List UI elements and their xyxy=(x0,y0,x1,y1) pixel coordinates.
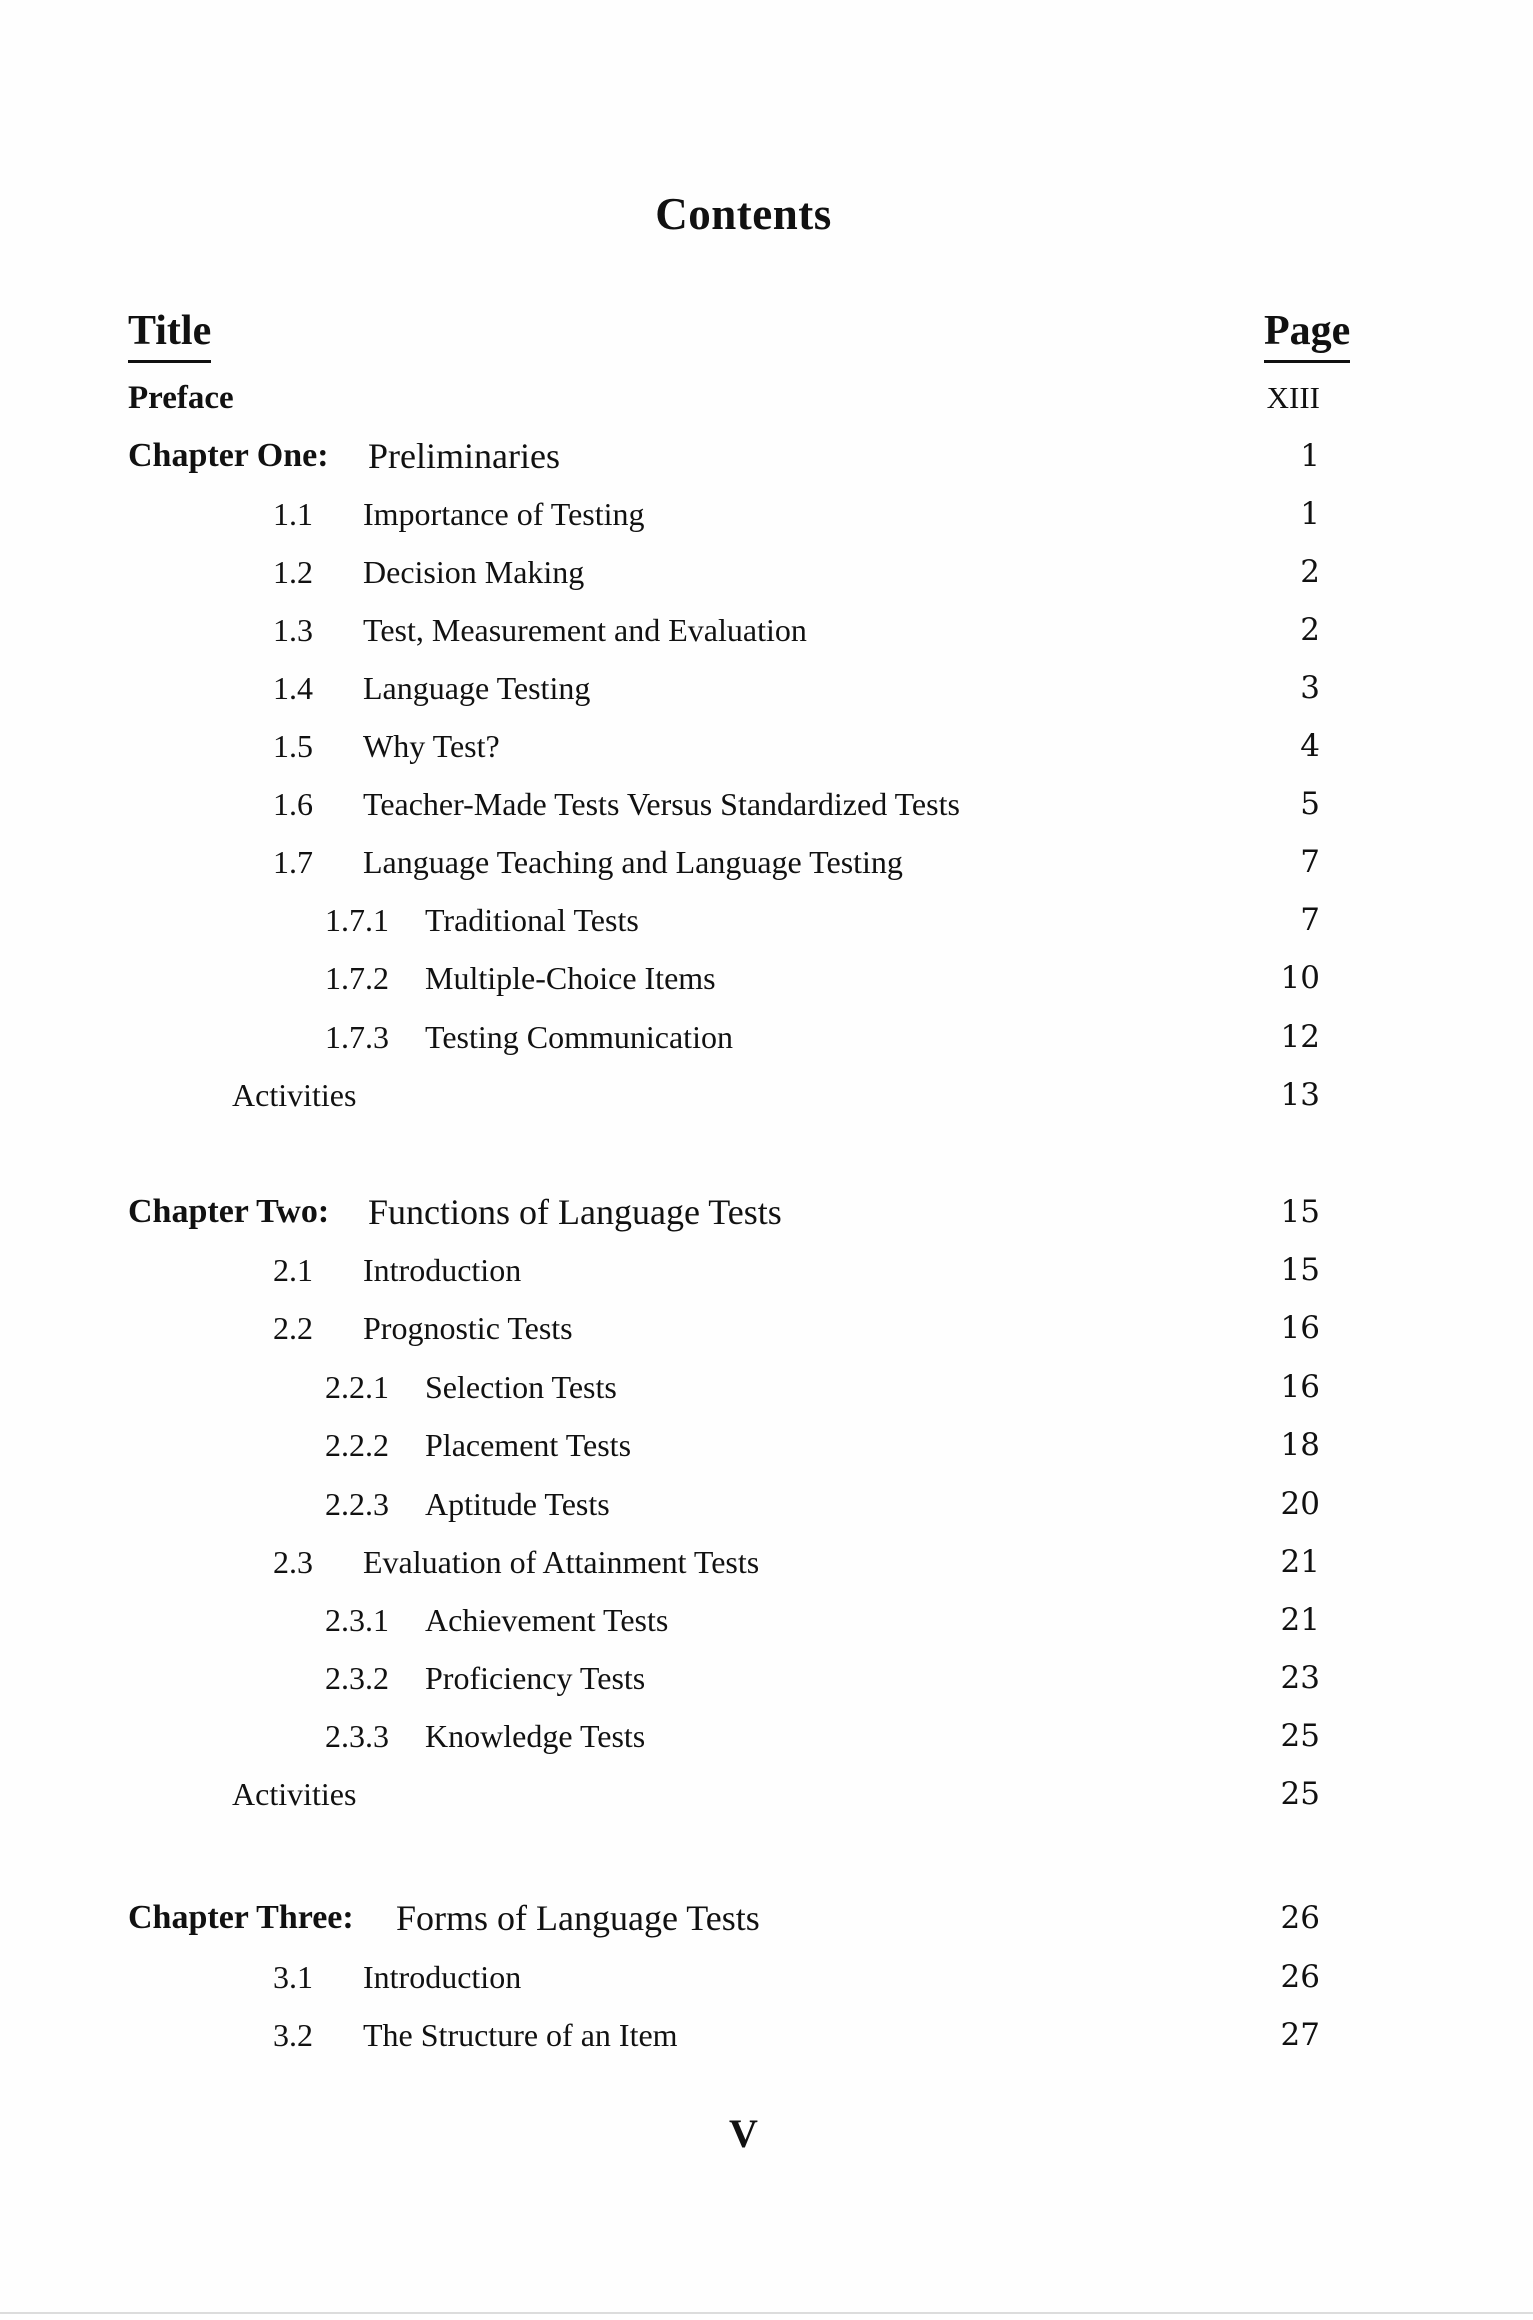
toc-entry-number: 2.3.2 xyxy=(325,1660,389,1696)
toc-entry-page-number: 18 xyxy=(1280,1427,1320,1463)
toc-chapter-heading[interactable] xyxy=(0,436,1533,476)
toc-entry-title: Introduction xyxy=(363,1959,522,1995)
toc-entry-page-number: 16 xyxy=(1280,1369,1320,1405)
toc-activities[interactable] xyxy=(0,1774,1533,1814)
toc-subsection[interactable] xyxy=(0,1367,1533,1407)
toc-entry-page-number: 12 xyxy=(1280,1019,1320,1055)
page-column-header: Page xyxy=(1264,306,1350,363)
toc-entry-number: 1.1 xyxy=(273,496,313,532)
toc-entry-number: Chapter Three: xyxy=(128,1899,354,1936)
toc-entry-title: Selection Tests xyxy=(425,1369,617,1405)
toc-entry-title: Teacher-Made Tests Versus Standardized Tests xyxy=(363,786,960,822)
footer-page-number: V xyxy=(729,2111,758,2156)
toc-entry-number: 1.3 xyxy=(273,612,313,648)
toc-entry-number: 2.2.1 xyxy=(325,1369,389,1405)
toc-entry-title: The Structure of an Item xyxy=(363,2017,678,2053)
toc-entry-title: Evaluation of Attainment Tests xyxy=(363,1544,760,1580)
toc-entry-title: Importance of Testing xyxy=(363,496,645,532)
toc-entry-title: Activities xyxy=(232,1077,357,1113)
toc-entry-preface[interactable] xyxy=(0,378,1533,418)
toc-subsection[interactable] xyxy=(0,1425,1533,1465)
toc-entry-page-number: 10 xyxy=(1280,960,1320,996)
toc-entry-page-number: 5 xyxy=(1300,786,1320,822)
toc-entry-title: Proficiency Tests xyxy=(425,1660,646,1696)
toc-entry-title: Functions of Language Tests xyxy=(368,1192,782,1232)
toc-entry-title: Test, Measurement and Evaluation xyxy=(363,612,807,648)
toc-entry-page-number: 15 xyxy=(1280,1194,1320,1230)
toc-entry-page-number: 3 xyxy=(1300,670,1320,706)
toc-entry-page-number: 21 xyxy=(1280,1544,1320,1580)
toc-entry-title: Achievement Tests xyxy=(425,1602,669,1638)
toc-entry-page-number: 2 xyxy=(1300,554,1320,590)
toc-entry-number: 1.4 xyxy=(273,670,313,706)
toc-activities[interactable] xyxy=(0,1075,1533,1115)
toc-subsection[interactable] xyxy=(0,1017,1533,1057)
toc-entry-page-number: 21 xyxy=(1280,1602,1320,1638)
toc-entry-page-number: 16 xyxy=(1280,1310,1320,1346)
toc-entry-title: Language Teaching and Language Testing xyxy=(363,844,903,880)
toc-subsection[interactable] xyxy=(0,1600,1533,1640)
toc-entry-page-number: 26 xyxy=(1280,1959,1320,1995)
toc-entry-title: Aptitude Tests xyxy=(425,1486,610,1522)
toc-entry-page-number: 23 xyxy=(1280,1660,1320,1696)
toc-subsection[interactable] xyxy=(0,1716,1533,1756)
toc-entry-number: 2.2.2 xyxy=(325,1427,389,1463)
toc-entry-number: 1.7.3 xyxy=(325,1019,389,1055)
toc-entry-title: Testing Communication xyxy=(425,1019,733,1055)
toc-subsection[interactable] xyxy=(0,1658,1533,1698)
toc-entry-number: 1.7 xyxy=(273,844,313,880)
toc-entry-title: Introduction xyxy=(363,1252,522,1288)
toc-entry-title: Prognostic Tests xyxy=(363,1310,573,1346)
toc-section[interactable] xyxy=(0,2015,1533,2055)
toc-entry-number: 3.1 xyxy=(273,1959,313,1995)
title-column-header: Title xyxy=(128,306,211,363)
toc-entry-page-number: 1 xyxy=(1300,438,1320,474)
toc-entry-page-number: 27 xyxy=(1280,2017,1320,2053)
toc-section[interactable] xyxy=(0,552,1533,592)
toc-entry-title: Forms of Language Tests xyxy=(396,1898,760,1938)
toc-entry-number: 2.2.3 xyxy=(325,1486,389,1522)
toc-entry-number: 1.2 xyxy=(273,554,313,590)
toc-entry-number: Chapter Two: xyxy=(128,1193,330,1230)
toc-entry-page-number: 20 xyxy=(1280,1486,1320,1522)
toc-entry-page-number: 1 xyxy=(1300,496,1320,532)
toc-section[interactable] xyxy=(0,1957,1533,1997)
toc-entry-page-number: 13 xyxy=(1280,1077,1320,1113)
toc-entry-page-number: XIII xyxy=(1266,380,1320,415)
toc-entry-title: Activities xyxy=(232,1776,357,1812)
toc-entry-number: 2.3 xyxy=(273,1544,313,1580)
toc-entry-title: Preface xyxy=(128,380,234,416)
toc-section[interactable] xyxy=(0,494,1533,534)
toc-subsection[interactable] xyxy=(0,958,1533,998)
toc-entry-number: 1.7.1 xyxy=(325,902,389,938)
toc-section[interactable] xyxy=(0,1250,1533,1290)
toc-entry-number: 2.3.1 xyxy=(325,1602,389,1638)
toc-section[interactable] xyxy=(0,610,1533,650)
toc-entry-number: 2.1 xyxy=(273,1252,313,1288)
toc-chapter-heading[interactable] xyxy=(0,1898,1533,1938)
toc-entry-title: Why Test? xyxy=(363,728,500,764)
toc-subsection[interactable] xyxy=(0,1484,1533,1524)
toc-section[interactable] xyxy=(0,726,1533,766)
page-title: Contents xyxy=(655,189,832,239)
toc-entry-title: Knowledge Tests xyxy=(425,1718,646,1754)
page-edge-divider xyxy=(0,2312,1533,2314)
toc-entry-number: 2.3.3 xyxy=(325,1718,389,1754)
toc-entry-title: Decision Making xyxy=(363,554,585,590)
toc-entry-page-number: 25 xyxy=(1280,1776,1320,1812)
toc-entry-number: 1.7.2 xyxy=(325,960,389,996)
toc-entry-title: Multiple-Choice Items xyxy=(425,960,716,996)
toc-entry-page-number: 26 xyxy=(1280,1900,1320,1936)
toc-entry-number: 1.6 xyxy=(273,786,313,822)
toc-chapter-heading[interactable] xyxy=(0,1192,1533,1232)
toc-entry-page-number: 2 xyxy=(1300,612,1320,648)
toc-section[interactable] xyxy=(0,668,1533,708)
toc-entry-title: Traditional Tests xyxy=(425,902,639,938)
toc-subsection[interactable] xyxy=(0,900,1533,940)
toc-section[interactable] xyxy=(0,784,1533,824)
toc-entry-number: 1.5 xyxy=(273,728,313,764)
toc-entry-page-number: 25 xyxy=(1280,1718,1320,1754)
toc-entry-title: Language Testing xyxy=(363,670,591,706)
toc-section[interactable] xyxy=(0,1542,1533,1582)
toc-section[interactable] xyxy=(0,842,1533,882)
toc-entry-number: 3.2 xyxy=(273,2017,313,2053)
toc-entry-page-number: 7 xyxy=(1300,902,1320,938)
toc-entry-title: Preliminaries xyxy=(368,436,560,476)
toc-entry-page-number: 4 xyxy=(1300,728,1320,764)
toc-entry-page-number: 15 xyxy=(1280,1252,1320,1288)
toc-entry-number: Chapter One: xyxy=(128,437,329,474)
toc-entry-title: Placement Tests xyxy=(425,1427,632,1463)
toc-entry-number: 2.2 xyxy=(273,1310,313,1346)
toc-entry-page-number: 7 xyxy=(1300,844,1320,880)
toc-section[interactable] xyxy=(0,1308,1533,1348)
